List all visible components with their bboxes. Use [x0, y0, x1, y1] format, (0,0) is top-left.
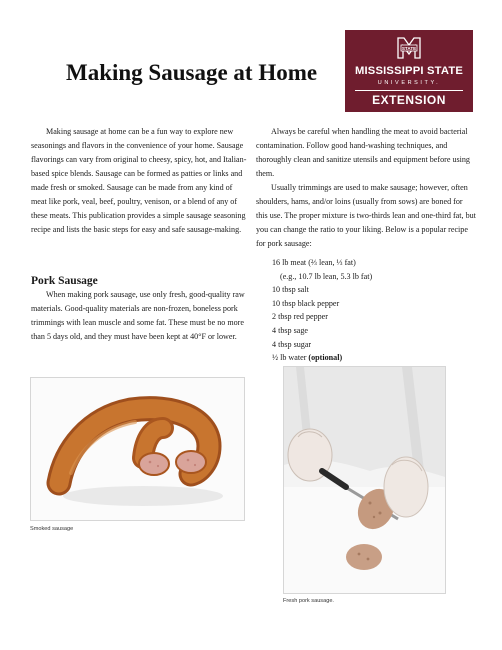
intro-paragraph: Making sausage at home can be a fun way to explore new seasonings and flavors in the convenience of your home. Sausage flavorings can vary from original to cheesy, spicy, hot, and Italian-based spice blends. Sausage can be formed as patties or links and made fresh or smoked. Sausage can be made from any kind of meat like pork, veal, beef, poultry, venison, or a blend of any of these meats. This publication provides a simple sausage seasoning recipe and lists the basic steps for easy and safe sausage-making.	[31, 127, 247, 234]
smoked-sausage-photo	[30, 377, 245, 521]
intro-column	[31, 125, 249, 237]
seal-text: STATE	[401, 45, 417, 51]
page-title: Making Sausage at Home	[66, 60, 318, 85]
recipe-line: (e.g., 10.7 lb lean, 5.3 lb fat)	[280, 271, 373, 281]
recipe-line: 2 tbsp red pepper	[272, 312, 328, 322]
recipe-optional: (optional)	[308, 353, 343, 363]
logo-extension-word: EXTENSION	[372, 93, 446, 107]
logo-university-name: MISSISSIPPI STATE	[354, 65, 464, 77]
recipe-line: 16 lb meat (⅔ lean, ⅓ fat)	[272, 258, 356, 267]
recipe-line: 10 tbsp black pepper	[272, 298, 340, 308]
msu-extension-logo	[345, 30, 473, 112]
fresh-sausage-photo	[283, 366, 446, 594]
recipe-water: ½ lb water	[272, 353, 307, 363]
pork-column	[31, 288, 249, 344]
smoked-sausage-caption: Smoked sausage	[30, 526, 74, 532]
smoked-sausage-illustration	[31, 378, 244, 520]
section-heading: Pork Sausage	[31, 275, 98, 287]
trimmings-paragraph: Usually trimmings are used to make sausage; however, often shoulders, hams, and/or loins (usually from sows) are boned for this use. The proper mixture is two-thirds lean and one-third fat, but you can change the ratio to your liking. Below is a popular recipe for pork sausage:	[256, 183, 476, 248]
msu-seal-icon	[395, 36, 423, 60]
recipe-list	[272, 256, 372, 365]
fresh-sausage-illustration	[284, 367, 445, 593]
safety-paragraph: Always be careful when handling the meat to avoid bacterial contamination. Follow good hand-washing techniques, and thoroughly clean and sanitize utensils and equipment before using them.	[256, 127, 470, 178]
fresh-sausage-caption: Fresh pork sausage.	[283, 598, 334, 604]
logo-university-word: UNIVERSITY.	[377, 80, 441, 86]
pork-paragraph: When making pork sausage, use only fresh, good-quality raw materials. Good-quality materials are non-frozen, boneless pork trimmings with lean muscle and some fat. These must be no more than 5 days old, and they must have been kept at 40°F or lower.	[31, 290, 245, 341]
right-column	[256, 125, 476, 251]
recipe-line: 4 tbsp sugar	[272, 339, 312, 349]
logo-divider	[355, 90, 463, 91]
recipe-line: 10 tbsp salt	[272, 285, 309, 295]
recipe-line	[272, 351, 372, 365]
recipe-line: 4 tbsp sage	[272, 325, 308, 335]
